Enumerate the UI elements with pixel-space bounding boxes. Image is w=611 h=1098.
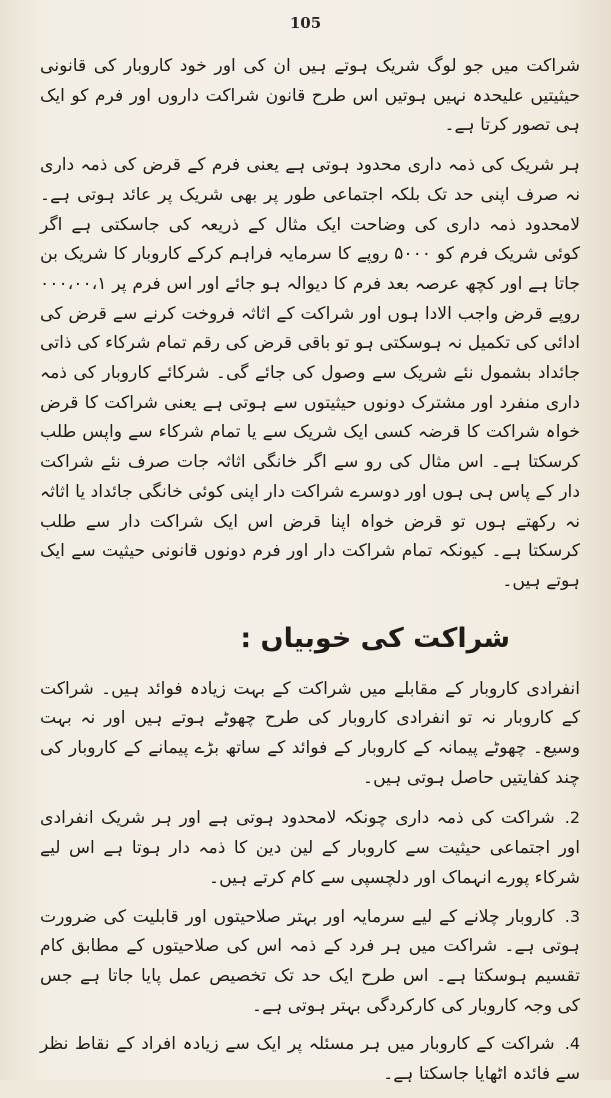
merit-number: 4.	[564, 1034, 580, 1054]
merits-intro: انفرادی کاروبار کے مقابلے میں شراکت کے بہت زیادہ فوائد ہیں۔ شراکت کے کاروبار نہ تو انفرادی کاروبار کی طرح چھوٹے ہوتے ہیں اور نہ بہت وسیع۔ چھوٹے پیمانہ کے کاروبار کے فوائد کے ساتھ بڑے پیمانے کے کاروبار کی چند کفایتیں حاصل ہوتی ہیں۔	[40, 678, 580, 788]
merit-item	[40, 803, 580, 893]
paragraph-unlimited-liability: ہر شریک کی ذمہ داری محدود ہوتی ہے یعنی فرم کے قرض کی ذمہ داری نہ صرف اپنی حد تک بلکہ اجتماعی طور پر بھی شریک پر عائد ہوتی ہے۔ لامحدود ذمہ داری کی وضاحت ایک مثال کے ذریعہ کی جاسکتی ہے اگر کوئی شریک فرم کو ۵۰۰۰ روپے کا سرمایہ فراہم کرکے کاروبار کا شریک بن جاتا ہے اور کچھ عرصہ بعد فرم کا دیوالہ ہو جائے اور اس فرم پر ۰۰۰،۰۰،۱ روپے قرض واجب الادا ہوں اور شراکت کے اثاثہ فروخت کرنے سے قرض کی ادائی کی تکمیل نہ ہوسکتی ہو تو باقی قرض کی رقم تمام شرکاء کی ذاتی جائداد بشمول نئے شریک سے وصول کی جائے گی۔ شرکائے کاروبار کی ذمہ داری منفرد اور مشترک دونوں حیثیتوں سے ہوتی ہے یعنی شراکت کا قرض خواہ شراکت کا قرضہ کسی ایک شریک سے یا تمام شرکاء سے واپس طلب کرسکتا ہے۔ اس مثال کی رو سے اگر خانگی اثاثہ جات صرف نئے شراکت دار کے پاس ہی ہوں اور دوسرے شراکت دار اپنی کوئی خانگی جائداد یا اثاثہ نہ رکھتے ہوں تو قرض خواہ اپنا قرض اس ایک شراکت دار سے طلب کرسکتا ہے۔ کیونکہ تمام شراکت دار اور فرم دونوں قانونی حیثیت سے ایک ہوتے ہیں۔	[40, 155, 580, 591]
merit-text: شراکت کی ذمہ داری چونکہ لامحدود ہوتی ہے اور ہر شریک انفرادی اور اجتماعی حیثیت سے کاروبار کے لین دین کا ذمہ دار ہوتا ہے اس لیے شرکاء پورے انہماک اور دلچسپی سے کام کرتے ہیں۔	[40, 808, 580, 888]
merit-text: شراکت کے کاروبار میں ہر مسئلہ پر ایک سے زیادہ افراد کے نقاط نظر سے فائدہ اٹھایا جاسکتا ہے۔	[40, 1034, 580, 1085]
merit-text: کاروبار چلانے کے لیے سرمایہ اور بہتر صلاحیتوں اور قابلیت کی ضرورت ہوتی ہے۔ شراکت میں ہر فرد کے ذمہ اس کی صلاحیتوں کے مطابق کام تقسیم ہوسکتا ہے۔ اس طرح ایک حد تک تخصیص عمل پایا جاتا ہے جس کی وجہ کاروبار کی کارکردگی بہتر ہوتی ہے۔	[40, 906, 580, 1016]
merit-item	[40, 902, 580, 1022]
section-heading: شراکت کی خوبیاں :	[240, 622, 510, 654]
merit-number: 3.	[564, 906, 580, 926]
page-number: 105	[289, 14, 322, 32]
heading-wrapper	[40, 619, 580, 659]
merits-list	[40, 803, 580, 1089]
page-content	[40, 52, 580, 1098]
merit-number: 2.	[564, 808, 580, 828]
paragraph-legal-status: شراکت میں جو لوگ شریک ہوتے ہیں ان کی اور خود کاروبار کی قانونی حیثیتیں علیحدہ نہیں ہوتیں اس طرح قانون شراکت داروں اور فرم کو ایک ہی تصور کرتا ہے۔	[40, 56, 580, 136]
merit-item	[40, 1029, 580, 1089]
